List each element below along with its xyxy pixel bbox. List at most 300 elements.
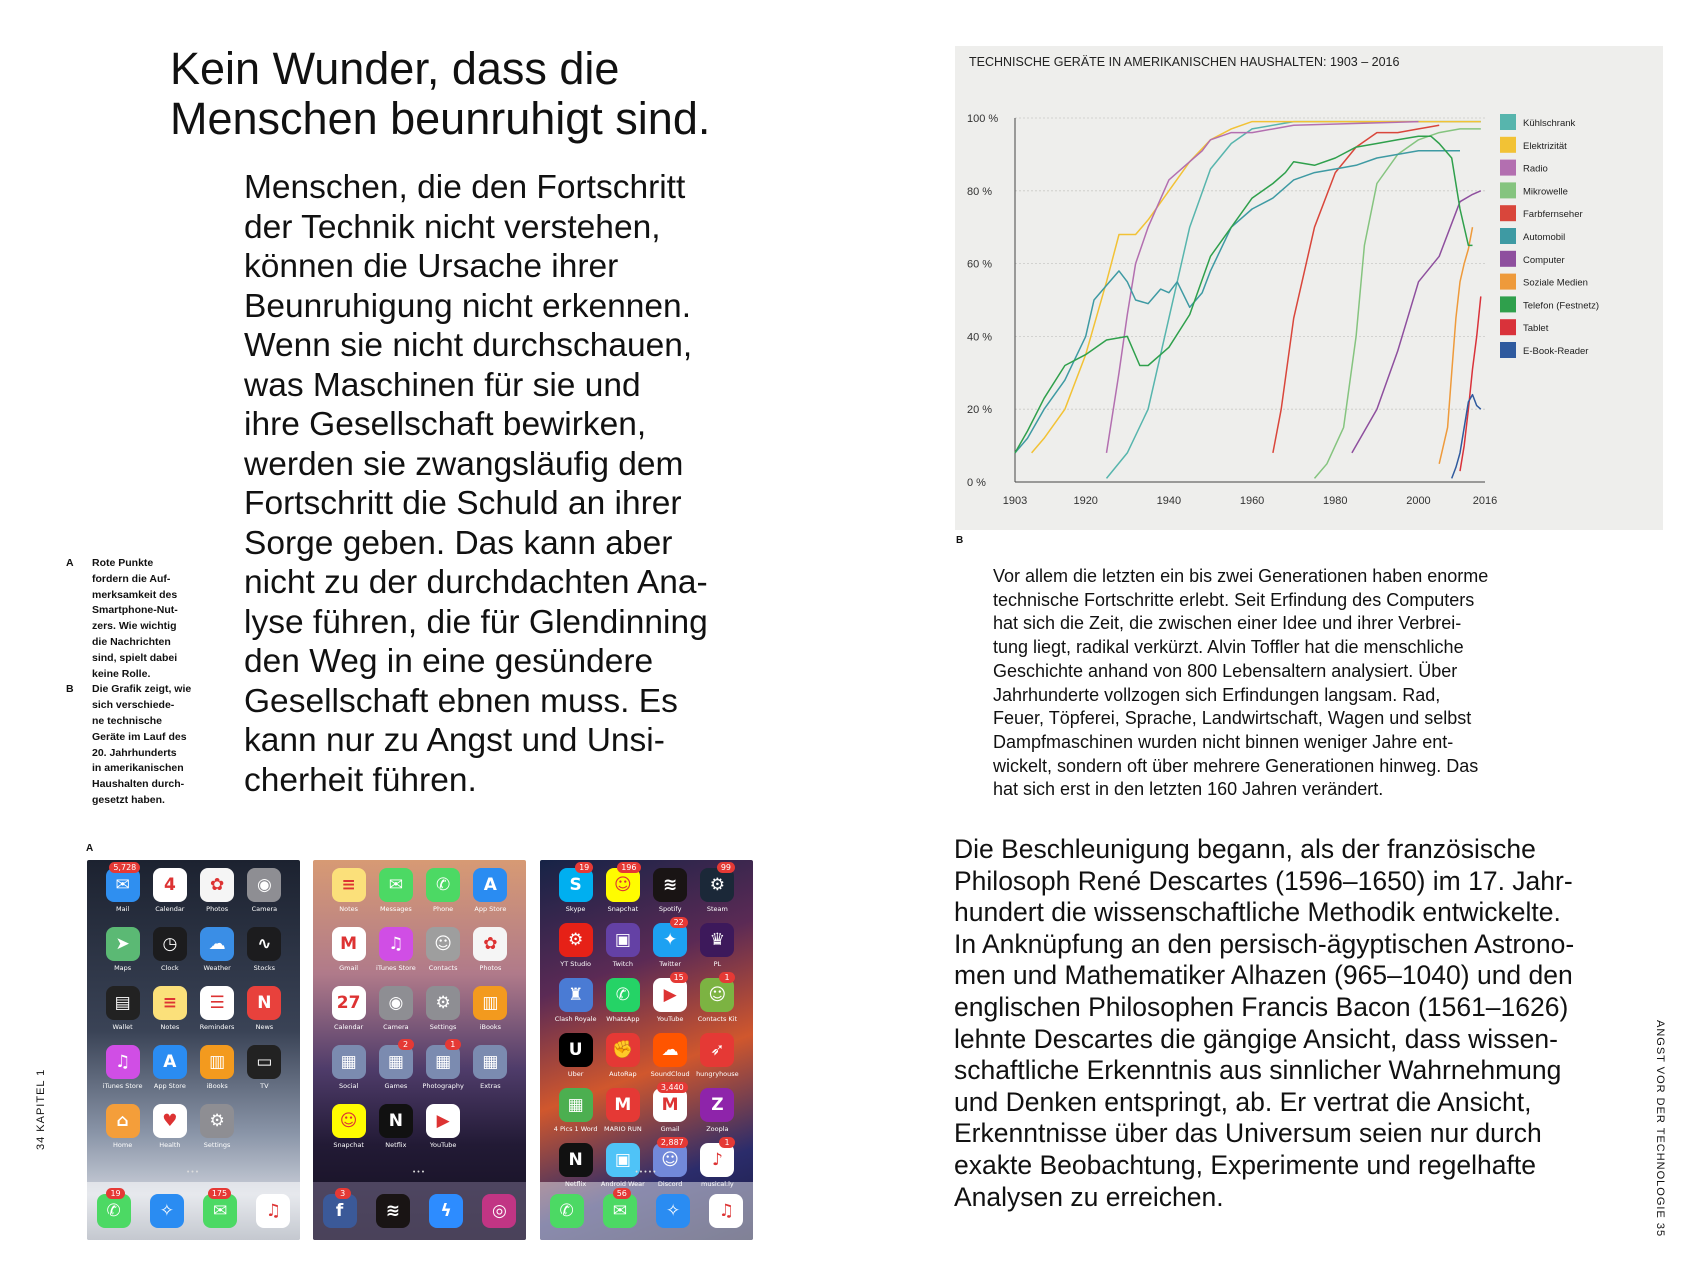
spotify-icon: ≋	[653, 868, 687, 902]
legend-label: Kühlschrank	[1523, 118, 1576, 129]
legend-label: Radio	[1523, 163, 1548, 175]
clock-icon: ◷	[153, 927, 187, 961]
4-pics-1-word-icon: ▦	[559, 1088, 593, 1122]
itunes-store-icon: ♫	[379, 927, 413, 961]
main-line: In Anknüpfung an den persisch-ägyptischen Astrono-	[954, 928, 1575, 959]
app-label: Steam	[706, 905, 728, 913]
app-wallet[interactable]	[99, 986, 146, 1031]
app-label: musical.ly	[701, 1180, 734, 1188]
app-music[interactable]	[256, 1194, 290, 1228]
app-label: Calendar	[155, 905, 185, 913]
lead-line: der Technik nicht verstehen,	[244, 208, 661, 246]
app-zoopla[interactable]	[694, 1088, 741, 1133]
app-label: Wallet	[112, 1023, 133, 1031]
app-calendar[interactable]	[146, 868, 193, 913]
stocks-icon: ∿	[247, 927, 281, 961]
caption-line: sind, spielt dabei	[92, 651, 178, 664]
messenger-icon: ϟ	[429, 1194, 463, 1228]
app-photography[interactable]	[420, 1040, 467, 1090]
main-line: Analysen zu erreichen.	[954, 1181, 1224, 1212]
app-weather[interactable]	[194, 927, 241, 972]
legend-swatch	[1500, 205, 1516, 221]
health-icon: ♥	[153, 1104, 187, 1138]
body-line: hat sich erst in den letzten 160 Jahren verändert.	[993, 779, 1384, 800]
app-label: Photos	[479, 964, 502, 972]
app-tv[interactable]	[241, 1045, 288, 1090]
app-label: WhatsApp	[606, 1015, 640, 1023]
caption-line: Die Grafik zeigt, wie	[92, 683, 192, 696]
wallet-icon: ▤	[106, 986, 140, 1020]
ibooks-icon: ▥	[200, 1045, 234, 1079]
caption-key: B	[66, 683, 74, 696]
messages-icon: ✉	[379, 868, 413, 902]
app-label: Mail	[116, 905, 130, 913]
x-tick-label: 1960	[1239, 495, 1265, 507]
series-line-radio	[1107, 122, 1419, 453]
body-line: Jahrhunderte vollzogen sich Erfindungen langsam. Rad,	[993, 684, 1441, 705]
x-tick-label: 1980	[1323, 495, 1348, 507]
notification-badge: 19	[575, 862, 593, 873]
app-store-icon: A	[473, 868, 507, 902]
app-music[interactable]	[709, 1194, 743, 1228]
legend-label: Elektrizität	[1523, 140, 1567, 152]
snapchat-icon: ☺	[606, 868, 640, 902]
app-notes[interactable]	[146, 986, 193, 1031]
app-yt-studio[interactable]	[552, 923, 599, 968]
app-label: iBooks	[206, 1082, 228, 1090]
caption-line: sich verschiede-	[92, 699, 175, 712]
app-snapchat[interactable]	[325, 1104, 372, 1149]
lead-paragraph	[244, 168, 764, 800]
notes-icon: ≡	[332, 868, 366, 902]
main-line: Erkenntnisse über das Universum seien nur durch	[954, 1118, 1542, 1149]
lead-line: ihre Gesellschaft bewirken,	[244, 406, 647, 443]
app-settings[interactable]	[194, 1104, 241, 1149]
series-line-tablet	[1460, 296, 1481, 471]
main-line: Die Beschleunigung begann, als der französische	[954, 834, 1536, 864]
netflix-icon: N	[559, 1143, 593, 1177]
caption-line: Smartphone-Nut-	[92, 604, 178, 617]
app-label: iTunes Store	[102, 1082, 143, 1090]
app-phone[interactable]	[420, 868, 467, 913]
legend-label: Mikrowelle	[1523, 186, 1568, 198]
app-autorap[interactable]	[599, 1033, 646, 1078]
lead-line: Menschen, die den Fortschritt	[244, 169, 686, 206]
app-social[interactable]	[325, 1045, 372, 1090]
app-label: App Store	[153, 1082, 186, 1090]
home-icon: ⌂	[106, 1104, 140, 1138]
spotify-icon: ≋	[376, 1194, 410, 1228]
legend-swatch	[1500, 274, 1516, 290]
caption-line: zers. Wie wichtig	[92, 620, 177, 633]
notes-icon: ≡	[153, 986, 187, 1020]
series-line-automobil	[1015, 151, 1460, 453]
app-label: Maps	[114, 964, 132, 972]
legend-label: Soziale Medien	[1523, 277, 1588, 289]
app-messages[interactable]	[603, 1189, 637, 1228]
lead-line: Beunruhigung nicht erkennen.	[244, 287, 691, 325]
legend-label: Computer	[1523, 254, 1565, 266]
app-stocks[interactable]	[241, 927, 288, 972]
youtube-icon: ▶	[426, 1104, 460, 1138]
main-line: englischen Philosophen Francis Bacon (1561–1626)	[954, 991, 1569, 1022]
caption-key: A	[66, 557, 74, 569]
legend-swatch	[1500, 182, 1516, 198]
app-clash-royale[interactable]	[552, 978, 599, 1023]
app-contacts-kit[interactable]	[694, 973, 741, 1023]
lead-line: den Weg in eine gesündere	[244, 643, 654, 680]
youtube-icon: ▶	[653, 978, 687, 1012]
snapchat-icon: ☺	[332, 1104, 366, 1138]
app-itunes-store[interactable]	[372, 927, 419, 972]
app-label: hungryhouse	[696, 1070, 739, 1078]
figure-label-b: B	[956, 535, 964, 546]
twitch-icon: ▣	[606, 923, 640, 957]
musical-ly-icon: ♪	[700, 1143, 734, 1177]
photos-icon: ✿	[200, 868, 234, 902]
body-line: wickelt, sondern oft über mehrere Generationen hinweg. Das	[993, 755, 1479, 776]
app-app-store[interactable]	[467, 868, 514, 913]
app-camera[interactable]	[241, 868, 288, 913]
notification-badge: 196	[617, 862, 640, 873]
body-line: Feuer, Töpferei, Sprache, Landwirtschaft, Wagen und selbst	[993, 708, 1472, 729]
series-line-telefon-festnetz	[1015, 136, 1473, 453]
caption-line: ne technische	[92, 714, 163, 727]
safari-icon: ✧	[150, 1194, 184, 1228]
whatsapp-icon: ✆	[606, 978, 640, 1012]
app-label: Netflix	[565, 1180, 587, 1188]
page-dots: •••	[186, 1169, 201, 1176]
app-label: Gmail	[660, 1125, 680, 1133]
app-label: App Store	[474, 905, 507, 913]
phone-icon: ✆	[97, 1194, 131, 1228]
steam-icon: ⚙	[700, 868, 734, 902]
app-camera[interactable]	[372, 986, 419, 1031]
weather-icon: ☁	[200, 927, 234, 961]
app-label: News	[255, 1023, 274, 1031]
app-label: Social	[338, 1082, 359, 1090]
dock	[540, 1182, 753, 1240]
app-reminders[interactable]	[194, 986, 241, 1031]
app-games[interactable]	[372, 1040, 419, 1090]
home-screen-grid	[325, 868, 514, 1149]
lead-line: Wenn sie nicht durchschauen,	[244, 327, 693, 364]
x-tick-label: 1903	[1002, 495, 1028, 507]
app-health[interactable]	[146, 1104, 193, 1149]
app-skype[interactable]	[552, 863, 599, 913]
app-gmail[interactable]	[325, 927, 372, 972]
app-whatsapp[interactable]	[599, 978, 646, 1023]
series-line-k-hlschrank	[1107, 122, 1481, 479]
app-label: Notes	[339, 905, 359, 913]
app-label: PL	[713, 960, 722, 968]
pl-icon: ♛	[700, 923, 734, 957]
caption-a	[66, 556, 216, 682]
lead-line: kann nur zu Angst und Unsi-	[244, 722, 665, 759]
reminders-icon: ☰	[200, 986, 234, 1020]
y-tick-label: 60 %	[967, 258, 993, 271]
app-pl[interactable]	[694, 923, 741, 968]
app-itunes-store[interactable]	[99, 1045, 146, 1090]
body-line: Vor allem die letzten ein bis zwei Generationen haben enorme	[993, 566, 1489, 586]
page-title-line: Menschen beunruhigt sind.	[170, 93, 711, 144]
main-line: schaftliche Erkenntnis aus sinnlicher Wahrnehmung	[954, 1055, 1562, 1086]
app-label: AutoRap	[609, 1070, 637, 1078]
app-maps[interactable]	[99, 927, 146, 972]
app-label: Calendar	[334, 1023, 364, 1031]
gmail-icon: M	[653, 1088, 687, 1122]
app-settings[interactable]	[420, 986, 467, 1031]
app-notes[interactable]	[325, 868, 372, 913]
lead-line: was Maschinen für sie und	[244, 366, 641, 404]
caption-line: fordern die Auf-	[92, 572, 171, 585]
app-ibooks[interactable]	[194, 1045, 241, 1090]
caption-b	[66, 682, 216, 808]
maps-icon: ➤	[106, 927, 140, 961]
dock	[87, 1182, 300, 1240]
app-mario-run[interactable]	[599, 1088, 646, 1133]
notification-badge: 175	[208, 1188, 231, 1199]
legend-swatch	[1500, 296, 1516, 312]
notification-badge: 1	[445, 1039, 461, 1050]
legend-swatch	[1500, 228, 1516, 244]
app-spotify[interactable]	[647, 868, 694, 913]
social-icon: ▦	[332, 1045, 366, 1079]
skype-icon: S	[559, 868, 593, 902]
lead-line: cherheit führen.	[244, 761, 477, 799]
app-hungryhouse[interactable]	[694, 1033, 741, 1078]
app-store-icon: A	[153, 1045, 187, 1079]
lead-line: nicht zu der durchdachten Ana-	[244, 564, 708, 601]
app-twitch[interactable]	[599, 923, 646, 968]
instagram-icon: ◎	[482, 1194, 516, 1228]
settings-icon: ⚙	[200, 1104, 234, 1138]
app-label: Notes	[160, 1023, 180, 1031]
app-label: Snapchat	[607, 905, 639, 913]
phone-screenshot-2	[313, 860, 526, 1240]
y-tick-label: 40 %	[967, 331, 993, 344]
mail-icon: ✉	[106, 868, 140, 902]
y-tick-label: 80 %	[967, 185, 993, 198]
app-home[interactable]	[99, 1104, 146, 1149]
app-label: iTunes Store	[376, 964, 416, 972]
discord-icon: ☺	[653, 1143, 687, 1177]
gmail-icon: M	[332, 927, 366, 961]
page-dots: •••	[412, 1169, 427, 1176]
app-extras[interactable]	[467, 1045, 514, 1090]
lead-line: können die Ursache ihrer	[244, 248, 619, 285]
app-facebook[interactable]	[323, 1189, 357, 1228]
body-paragraph	[993, 565, 1573, 802]
app-uber[interactable]	[552, 1033, 599, 1078]
app-label: Twitter	[659, 960, 682, 968]
music-icon: ♫	[709, 1194, 743, 1228]
photography-icon: ▦	[426, 1045, 460, 1079]
lead-line: Fortschritt die Schuld an ihrer	[244, 485, 682, 522]
messages-icon: ✉	[203, 1194, 237, 1228]
twitter-icon: ✦	[653, 923, 687, 957]
app-label: Photos	[206, 905, 229, 913]
notification-badge: 2	[398, 1039, 414, 1050]
app-label: Discord	[657, 1180, 683, 1188]
y-tick-label: 100 %	[967, 113, 999, 125]
app-label: Clash Royale	[554, 1015, 597, 1023]
x-tick-label: 2016	[1472, 495, 1498, 507]
camera-icon: ◉	[379, 986, 413, 1020]
app-contacts[interactable]	[420, 927, 467, 972]
app-4-pics-1-word[interactable]	[552, 1088, 599, 1133]
app-calendar[interactable]	[325, 986, 372, 1031]
soundcloud-icon: ☁	[653, 1033, 687, 1067]
phone-screenshot-1	[87, 860, 300, 1240]
body-line: Geschichte anhand von 800 Lebensaltern analysiert. Über	[993, 660, 1458, 681]
series-line-elektrizit-t	[1032, 122, 1481, 453]
caption-line: gesetzt haben.	[92, 793, 165, 806]
app-steam[interactable]	[694, 863, 741, 913]
app-soundcloud[interactable]	[647, 1033, 694, 1078]
app-label: Weather	[203, 964, 231, 972]
app-label: Camera	[383, 1023, 409, 1031]
app-spotify[interactable]	[376, 1194, 410, 1228]
yt-studio-icon: ⚙	[559, 923, 593, 957]
app-messenger[interactable]	[429, 1194, 463, 1228]
notification-badge: 3	[335, 1188, 351, 1199]
app-label: Clock	[161, 964, 179, 972]
app-safari[interactable]	[150, 1194, 184, 1228]
series-line-e-book-reader	[1452, 395, 1481, 479]
main-line: hundert die wissenschaftliche Methodik entwickelte.	[954, 897, 1561, 928]
facebook-icon: f	[323, 1194, 357, 1228]
body-line: tung liegt, radikal verkürzt. Alvin Toffler hat die menschliche	[993, 637, 1464, 658]
legend-swatch	[1500, 251, 1516, 267]
device-adoption-chart	[955, 46, 1663, 530]
games-icon: ▦	[379, 1045, 413, 1079]
notification-badge: 1	[719, 1137, 735, 1148]
camera-icon: ◉	[247, 868, 281, 902]
notification-badge: 5,728	[109, 862, 140, 873]
app-youtube[interactable]	[420, 1104, 467, 1149]
body-line: hat sich die Zeit, die zwischen einer Idee und ihrer Verbrei-	[993, 613, 1462, 634]
app-safari[interactable]	[656, 1194, 690, 1228]
app-news[interactable]	[241, 986, 288, 1031]
uber-icon: U	[559, 1033, 593, 1067]
caption-line: keine Rolle.	[92, 667, 151, 680]
app-label: Extras	[480, 1082, 501, 1090]
app-app-store[interactable]	[146, 1045, 193, 1090]
itunes-store-icon: ♫	[106, 1045, 140, 1079]
app-label: Camera	[251, 905, 278, 913]
app-label: Spotify	[658, 905, 682, 913]
lead-line: Gesellschaft ebnen muss. Es	[244, 682, 678, 720]
zoopla-icon: Z	[700, 1088, 734, 1122]
notification-badge: 3,440	[657, 1082, 688, 1093]
x-tick-label: 2000	[1406, 495, 1431, 507]
main-line: Philosoph René Descartes (1596–1650) im 17. Jahr-	[954, 865, 1573, 896]
app-messages[interactable]	[372, 868, 419, 913]
settings-icon: ⚙	[426, 986, 460, 1020]
contacts-kit-icon: ☺	[700, 978, 734, 1012]
app-label: Gmail	[339, 964, 359, 972]
app-label: 4 Pics 1 Word	[553, 1125, 598, 1133]
app-label: Settings	[203, 1141, 231, 1149]
series-line-soziale-medien	[1439, 227, 1472, 464]
y-tick-label: 20 %	[967, 404, 993, 417]
android-wear-icon: ▣	[606, 1143, 640, 1177]
chart-title: TECHNISCHE GERÄTE IN AMERIKANISCHEN HAUSHALTEN: 1903 – 2016	[969, 55, 1400, 69]
caption-line: 20. Jahrhunderts	[92, 746, 177, 759]
main-line: exakte Beobachtung, Experimente und regelhafte	[954, 1149, 1536, 1180]
chart-panel	[955, 46, 1663, 530]
legend-label: E-Book-Reader	[1523, 346, 1589, 357]
notification-badge: 99	[717, 862, 735, 873]
caption-line: Haushalten durch-	[92, 778, 185, 791]
app-photos[interactable]	[467, 927, 514, 972]
app-label: Snapchat	[333, 1141, 364, 1149]
app-label: Games	[384, 1082, 408, 1090]
legend-swatch	[1500, 342, 1516, 358]
legend-label: Farbfernseher	[1523, 209, 1583, 221]
app-messages[interactable]	[203, 1189, 237, 1228]
app-phone[interactable]	[550, 1194, 584, 1228]
app-label: Health	[159, 1141, 181, 1149]
caption-line: Geräte im Lauf des	[92, 730, 187, 743]
main-line: lehnte Descartes die gängige Ansicht, dass wissen-	[954, 1023, 1558, 1054]
app-twitter[interactable]	[647, 918, 694, 968]
caption-line: Rote Punkte	[92, 557, 154, 569]
x-tick-label: 1920	[1073, 495, 1098, 507]
hungryhouse-icon: ➶	[700, 1033, 734, 1067]
calendar-icon: 4	[153, 868, 187, 902]
mario-run-icon: M	[606, 1088, 640, 1122]
legend-swatch	[1500, 114, 1516, 130]
app-phone[interactable]	[97, 1189, 131, 1228]
page-title	[170, 44, 790, 144]
phone-icon: ✆	[550, 1194, 584, 1228]
app-label: SoundCloud	[650, 1070, 690, 1078]
home-screen-grid	[99, 863, 288, 1149]
app-label: Phone	[433, 905, 454, 913]
app-label: Netflix	[385, 1141, 407, 1149]
app-clock[interactable]	[146, 927, 193, 972]
app-label: Android Wear	[600, 1180, 645, 1188]
app-netflix[interactable]	[372, 1104, 419, 1149]
dock	[313, 1182, 526, 1240]
music-icon: ♫	[256, 1194, 290, 1228]
app-label: Contacts	[428, 964, 458, 972]
contacts-icon: ☺	[426, 927, 460, 961]
lead-line: Sorge geben. Das kann aber	[244, 524, 673, 562]
lead-line: werden sie zwangsläufig dem	[244, 445, 684, 483]
folio-left: 34 KAPITEL 1	[35, 1068, 47, 1150]
app-mail[interactable]	[99, 863, 146, 913]
messages-icon: ✉	[603, 1194, 637, 1228]
app-label: Reminders	[199, 1023, 235, 1031]
app-label: Twitch	[612, 960, 633, 968]
app-label: Skype	[565, 905, 586, 913]
app-ibooks[interactable]	[467, 986, 514, 1031]
netflix-icon: N	[379, 1104, 413, 1138]
app-photos[interactable]	[194, 868, 241, 913]
app-youtube[interactable]	[647, 973, 694, 1023]
legend-swatch	[1500, 137, 1516, 153]
app-label: Contacts Kit	[697, 1015, 738, 1023]
app-snapchat[interactable]	[599, 863, 646, 913]
notification-badge: 2,887	[657, 1137, 688, 1148]
app-gmail[interactable]	[647, 1083, 694, 1133]
y-tick-label: 0 %	[967, 477, 986, 489]
app-instagram[interactable]	[482, 1194, 516, 1228]
x-tick-label: 1940	[1156, 495, 1182, 507]
